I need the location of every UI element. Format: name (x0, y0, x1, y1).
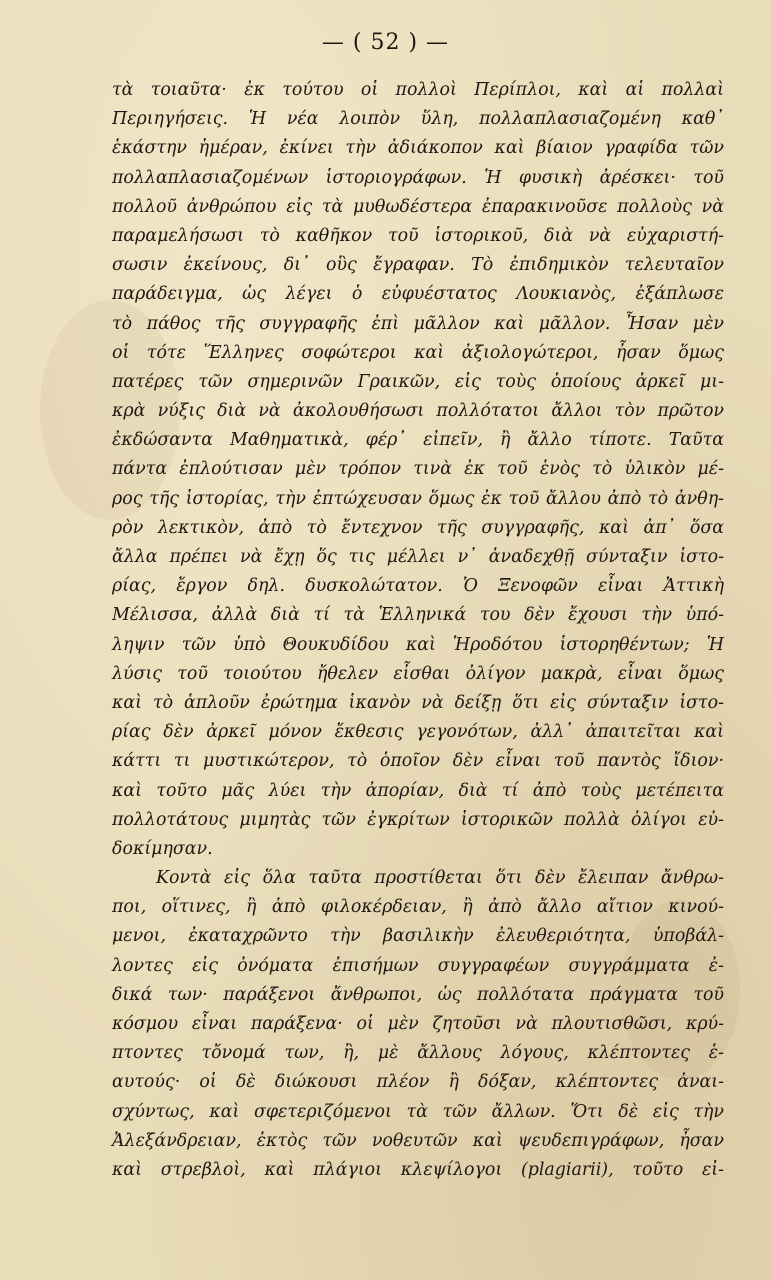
text-line: ποι, οἵτινες, ἢ ἀπὸ φιλοκέρδειαν, ἢ ἀπὸ ἄλλο αἴτιον κινού- (112, 897, 724, 918)
text-line: δικά των· παράξενοι ἄνθρωποι, ὡς πολλότατα πράγματα τοῦ (112, 984, 724, 1005)
text-line: ρος τῆς ἱστορίας, τὴν ἐπτώχευσαν ὅμως ἐκ τοῦ ἄλλου ἀπὸ τὸ ἀνθη- (112, 488, 724, 509)
text-line: κρὰ νύξις διὰ νὰ ἀκολουθήσωσι πολλότατοι ἄλλοι τὸν πρῶτον (112, 401, 724, 422)
text-line: κόσμου εἶναι παράξενα· οἱ μὲν ζητοῦσι νὰ πλουτισθῶσι, κρύ- (112, 1014, 724, 1034)
text-line: ρὸν λεκτικὸν, ἀπὸ τὸ ἔντεχνον τῆς συγγραφῆς, καὶ ἀπ᾿ ὅσα (112, 517, 724, 538)
text-line: πάντα ἐπλούτισαν μὲν τρόπον τινὰ ἐκ τοῦ ἑνὸς τὸ ὑλικὸν μέ- (112, 459, 724, 480)
paragraph-start-line: Κοντὰ εἰς ὅλα ταῦτα προστίθεται ὅτι δὲν ἔλειπαν ἄνθρω- (156, 868, 724, 889)
text-line: λοντες εἰς ὀνόματα ἐπισήμων συγγραφέων συγγράμματα ἐ- (112, 955, 724, 976)
text-line: Ἀλεξάνδρειαν, ἐκτὸς τῶν νοθευτῶν καὶ ψευδεπιγράφων, ἦσαν (112, 1130, 724, 1151)
text-line: καὶ στρεβλοὶ, καὶ πλάγιοι κλεψίλογοι (plagiarii), τοῦτο εἰ- (112, 1159, 724, 1180)
text-line: λύσις τοῦ τοιούτου ἤθελεν εἶσθαι ὀλίγον μακρὰ, εἶναι ὅμως (112, 663, 724, 684)
text-line: Μέλισσα, ἀλλὰ διὰ τί τὰ Ἑλληνικά του δὲν ἔχουσι τὴν ὑπό- (112, 605, 724, 626)
text-line: πτοντες τὄνομά των, ἢ, μὲ ἄλλους λόγους, κλέπτοντες ἑ- (112, 1043, 724, 1064)
text-line: σχύντως, καὶ σφετεριζόμενοι τὰ τῶν ἄλλων. Ὅτι δὲ εἰς τὴν (112, 1101, 724, 1122)
body-text (112, 76, 724, 1185)
text-line: οἱ τότε Ἕλληνες σοφώτεροι καὶ ἀξιολογώτεροι, ἦσαν ὅμως (112, 342, 724, 363)
text-line: αυτούς· οἱ δὲ διώκουσι πλέον ἢ δόξαν, κλέπτοντες ἀναι- (112, 1072, 724, 1093)
text-line: καὶ τοῦτο μᾶς λύει τὴν ἀπορίαν, διὰ τί ἀπὸ τοὺς μετέπειτα (112, 780, 724, 801)
text-line: παραμελήσωσι τὸ καθῆκον τοῦ ἱστορικοῦ, διὰ νὰ εὐχαριστή- (112, 225, 724, 246)
text-line: πατέρες τῶν σημερινῶν Γραικῶν, εἰς τοὺς ὁποίους ἀρκεῖ μι- (112, 371, 724, 392)
text-line: ληψιν τῶν ὑπὸ Θουκυδίδου καὶ Ἡροδότου ἱστορηθέντων; Ἡ (112, 634, 724, 655)
text-line: ἄλλα πρέπει νὰ ἔχῃ ὅς τις μέλλει ν᾿ ἀναδεχθῇ σύνταξιν ἱστο- (112, 547, 724, 567)
text-line: ρίας, ἔργον δηλ. δυσκολώτατον. Ὁ Ξενοφῶν εἶναι Ἀττικὴ (112, 576, 724, 597)
text-line: ρίας δὲν ἀρκεῖ μόνον ἔκθεσις γεγονότων, ἀλλ᾿ ἀπαιτεῖται καὶ (112, 722, 724, 743)
text-line: κάττι τι μυστικώτερον, τὸ ὁποῖον δὲν εἶναι τοῦ παντὸς ἴδιον· (112, 751, 724, 772)
paragraph-end-line: δοκίμησαν. (112, 838, 213, 859)
text-line: πολλοῦ ἀνθρώπου εἰς τὰ μυθωδέστερα ἐπαρακινοῦσε πολλοὺς νὰ (112, 196, 724, 217)
text-line: Περιηγήσεις. Ἡ νέα λοιπὸν ὕλη, πολλαπλασιαζομένη καθ᾿ (112, 109, 724, 130)
text-line: πολλοτάτους μιμητὰς τῶν ἐγκρίτων ἱστορικῶν πολλὰ ὀλίγοι εὐ- (112, 809, 724, 830)
text-line: πολλαπλασιαζομένων ἱστοριογράφων. Ἡ φυσικὴ ἀρέσκει· τοῦ (112, 167, 724, 188)
text-line: ἐκδώσαντα Μαθηματικὰ, φέρ᾿ εἰπεῖν, ἢ ἄλλο τίποτε. Ταῦτα (112, 430, 724, 451)
text-line: τὰ τοιαῦτα· ἐκ τούτου οἱ πολλοὶ Περίπλοι, καὶ αἱ πολλαὶ (112, 80, 724, 100)
text-line: σωσιν ἐκείνους, δι᾿ οὓς ἔγραφαν. Τὸ ἐπιδημικὸν τελευταῖον (112, 255, 724, 276)
text-line: μενοι, ἐκαταχρῶντο τὴν βασιλικὴν ἐλευθεριότητα, ὑποβάλ- (112, 926, 724, 947)
text-line: καὶ τὸ ἁπλοῦν ἐρώτημα ἱκανὸν νὰ δείξῃ ὅτι εἰς σύνταξιν ἱστο- (112, 692, 724, 713)
text-line: παράδειγμα, ὡς λέγει ὁ εὐφυέστατος Λουκιανὸς, ἐξάπλωσε (112, 284, 724, 305)
page-number: — ( 52 ) — (321, 30, 450, 55)
text-line: ἑκάστην ἡμέραν, ἐκίνει τὴν ἀδιάκοπον καὶ βίαιον γραφίδα τῶν (112, 138, 724, 159)
text-line: τὸ πάθος τῆς συγγραφῆς ἐπὶ μᾶλλον καὶ μᾶλλον. Ἦσαν μὲν (112, 313, 724, 334)
